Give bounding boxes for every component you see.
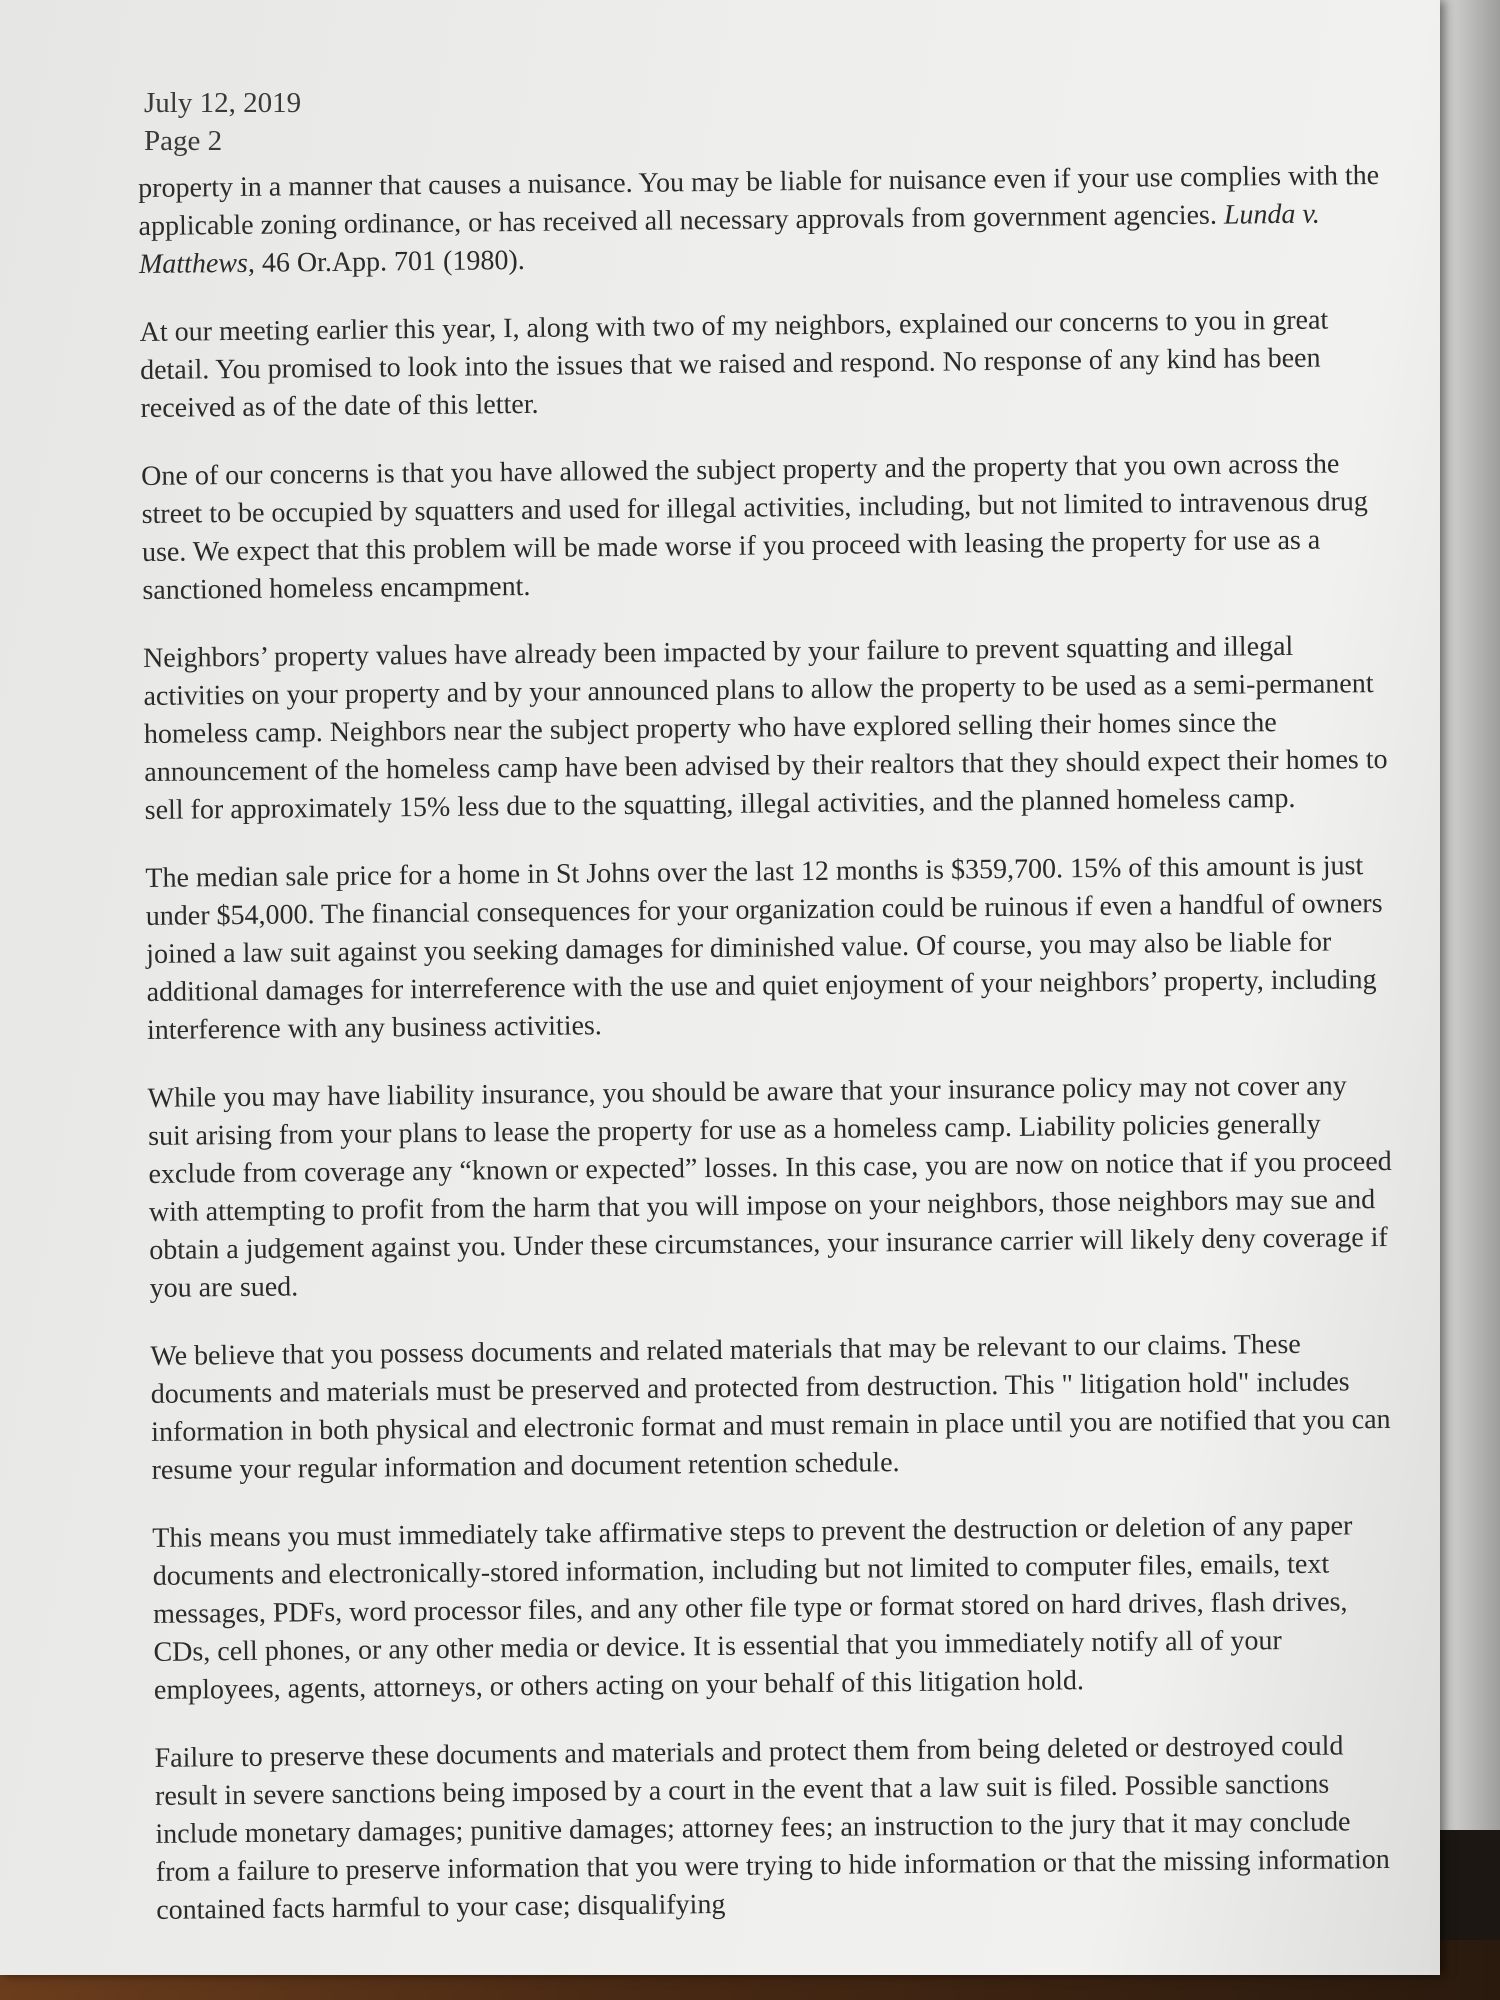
paragraph-meeting: At our meeting earlier this year, I, along with two of my neighbors, explained our concerns to you in great detail. You promised to look into the issues that we raised and respond. No response of any kind has been received as of the date of this letter. xyxy=(139,304,1329,424)
page-header xyxy=(144,84,301,160)
paragraph-median-price: The median sale price for a home in St Johns over the last 12 months is $359,700. 15% of this amount is just under $54,000. The financial consequences for your organization could be ruinous if even a handful of owners joined a law suit against you seeking damages for diminished value. Of course, you may also be liable for additional damages for interreference with the use and quiet enjoyment of your neighbors’ property, including interference with any business activities. xyxy=(145,850,1383,1046)
paragraph-insurance: While you may have liability insurance, you should be aware that your insurance policy may not cover any suit arising from your plans to lease the property for use as a homeless camp. Liability policies generally exclude from coverage any “known or expected” losses. In this case, you are now on notice that if you proceed with attempting to profit from the harm that you will impose on your neighbors, those neighbors may sue and obtain a judgement against you. Under these circumstances, your insurance carrier will likely deny coverage if you are sued. xyxy=(147,1070,1392,1304)
letter-body xyxy=(138,157,1403,1960)
paragraph-litigation-hold: This means you must immediately take affirmative steps to prevent the destruction or deletion of any paper documents and electronically-stored information, including but not limited to computer files, emails, text messages, PDFs, word processor files, and any other file type or format stored on hard drives, flash drives, CDs, cell phones, or any other media or device. It is essential that you immediately notify all of your employees, agents, attorneys, or others acting on your behalf of this litigation hold. xyxy=(152,1510,1353,1706)
letter-date: July 12, 2019 xyxy=(144,87,302,119)
paragraph-nuisance: property in a manner that causes a nuisance. You may be liable for nuisance even if your use complies with the applicable zoning ordinance, or has received all necessary approvals from government agencies. Lunda v. Matthews, 46 Or.App. 701 (1980). xyxy=(138,160,1380,280)
paragraph-concerns: One of our concerns is that you have allowed the subject property and the property that you own across the street to be occupied by squatters and used for illegal activities, including, but not limited to intravenous drug use. We expect that this problem will be made worse if you proceed with leasing the property for use as a sanctioned homeless encampment. xyxy=(141,448,1368,606)
paragraph-documents: We believe that you possess documents and related materials that may be relevant to our claims. These documents and materials must be preserved and protected from destruction. This " litigation hold" includes information in both physical and electronic format and must remain in place until you are notified that you can resume your regular information and document retention schedule. xyxy=(150,1328,1391,1486)
page-number: Page 2 xyxy=(144,125,223,157)
case-citation: Lunda v. Matthews xyxy=(138,198,1320,280)
paragraph-sanctions: Failure to preserve these documents and materials and protect them from being deleted or destroyed could result in severe sanctions being imposed by a court in the event that a law suit is filed. Possible sanctions include monetary damages; punitive damages; attorney fees; an instruction to the jury that it may conclude from a failure to preserve information that you were trying to hide information or that the missing information contained facts harmful to your case; disqualifying xyxy=(154,1730,1390,1926)
paragraph-property-values: Neighbors’ property values have already been impacted by your failure to prevent squatting and illegal activities on your property and by your announced plans to allow the property to be used as a semi-permanent homeless camp. Neighbors near the subject property who have explored selling their homes since the announcement of the homeless camp have been advised by their realtors that they should expect their homes to sell for approximately 15% less due to the squatting, illegal activities, and the planned homeless camp. xyxy=(142,630,1388,826)
